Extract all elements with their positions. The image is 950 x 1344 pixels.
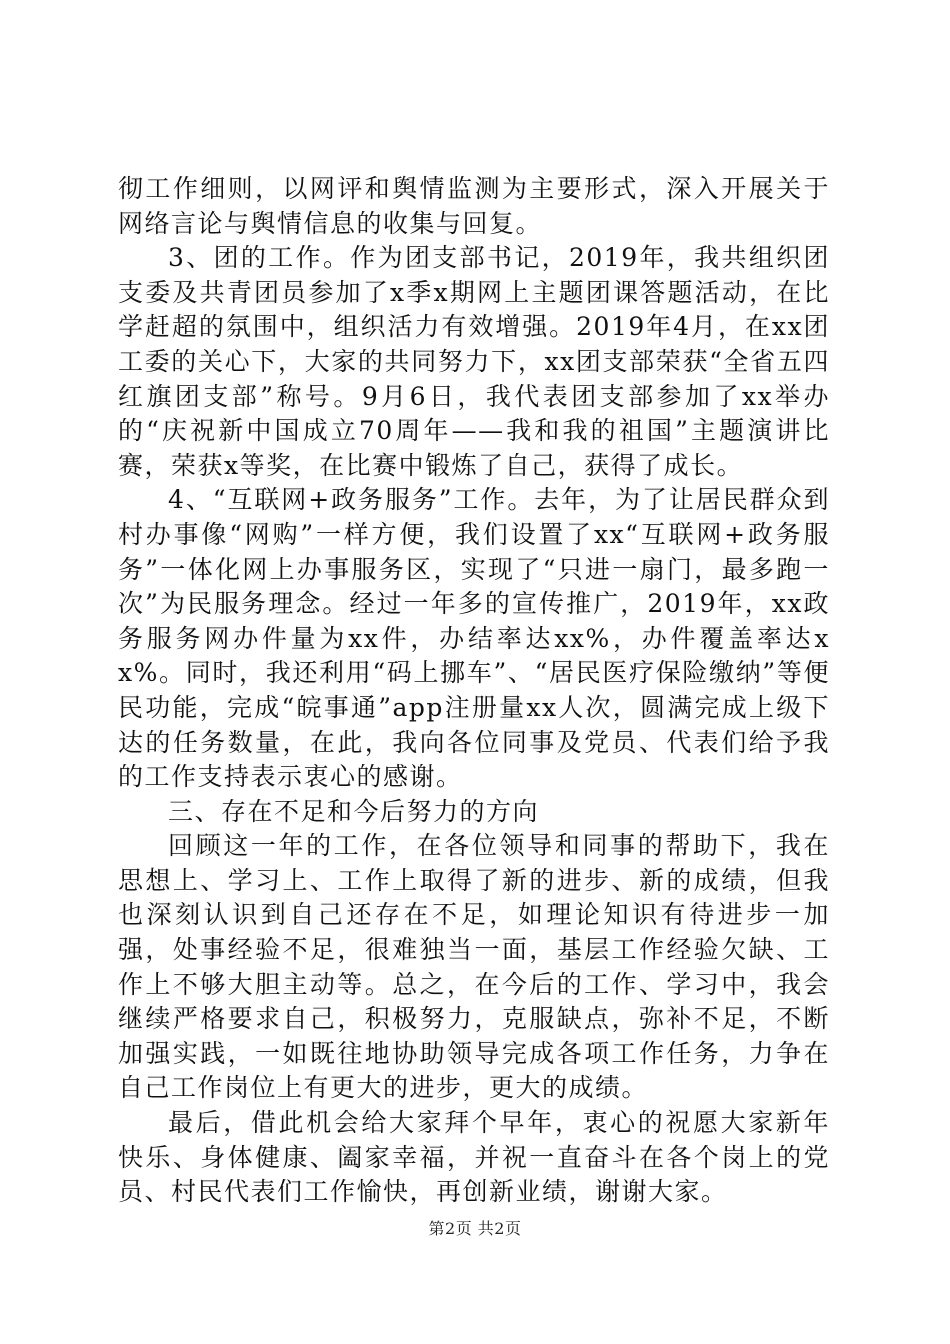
paragraph-continuation: 彻工作细则，以网评和舆情监测为主要形式，深入开展关于网络言论与舆情信息的收集与回复。 — [118, 174, 830, 238]
paragraph-internet-government-services: 4、“互联网+政务服务”工作。去年，为了让居民群众到村办事像“网购”一样方便，我们设置了xx“互联网+政务服务”一体化网上办事服务区，实现了“只进一扇门，最多跑一次”为民服务理念。经过一年多的宣传推广，2019年，xx政务服务网办件量为xx件，办结率达xx%，办件覆盖率达xx%。同时，我还利用“码上挪车”、“居民医疗保险缴纳”等便民功能，完成“皖事通”app注册量xx人次，圆满完成上级下达的任务数量，在此，我向各位同事及党员、代表们给予我的工作支持表示衷心的感谢。 — [118, 485, 830, 792]
paragraph-league-work: 3、团的工作。作为团支部书记，2019年，我共组织团支委及共青团员参加了x季x期网上主题团课答题活动，在比学赶超的氛围中，组织活力有效增强。2019年4月，在xx团工委的关心下，大家的共同努力下，xx团支部荣获“全省五四红旗团支部”称号。9月6日，我代表团支部参加了xx举办的“庆祝新中国成立70周年——我和我的祖国”主题演讲比赛，荣获x等奖，在比赛中锻炼了自己，获得了成长。 — [118, 243, 830, 480]
document-body — [118, 172, 830, 1210]
section-heading-shortcomings: 三、存在不足和今后努力的方向 — [168, 796, 540, 826]
paragraph-review: 回顾这一年的工作，在各位领导和同事的帮助下，我在思想上、学习上、工作上取得了新的进步、新的成绩，但我也深刻认识到自己还存在不足，如理论知识有待进步一加强，处事经验不足，很难独当一面，基层工作经验欠缺、工作上不够大胆主动等。总之，在今后的工作、学习中，我会继续严格要求自己，积极努力，克服缺点，弥补不足，不断加强实践，一如既往地协助领导完成各项工作任务，力争在自己工作岗位上有更大的进步，更大的成绩。 — [118, 831, 830, 1103]
page-footer: 第2页 共2页 — [428, 1219, 522, 1238]
paragraph-closing: 最后，借此机会给大家拜个早年，衷心的祝愿大家新年快乐、身体健康、阖家幸福，并祝一直奋斗在各个岗上的党员、村民代表们工作愉快，再创新业绩，谢谢大家。 — [118, 1108, 830, 1207]
